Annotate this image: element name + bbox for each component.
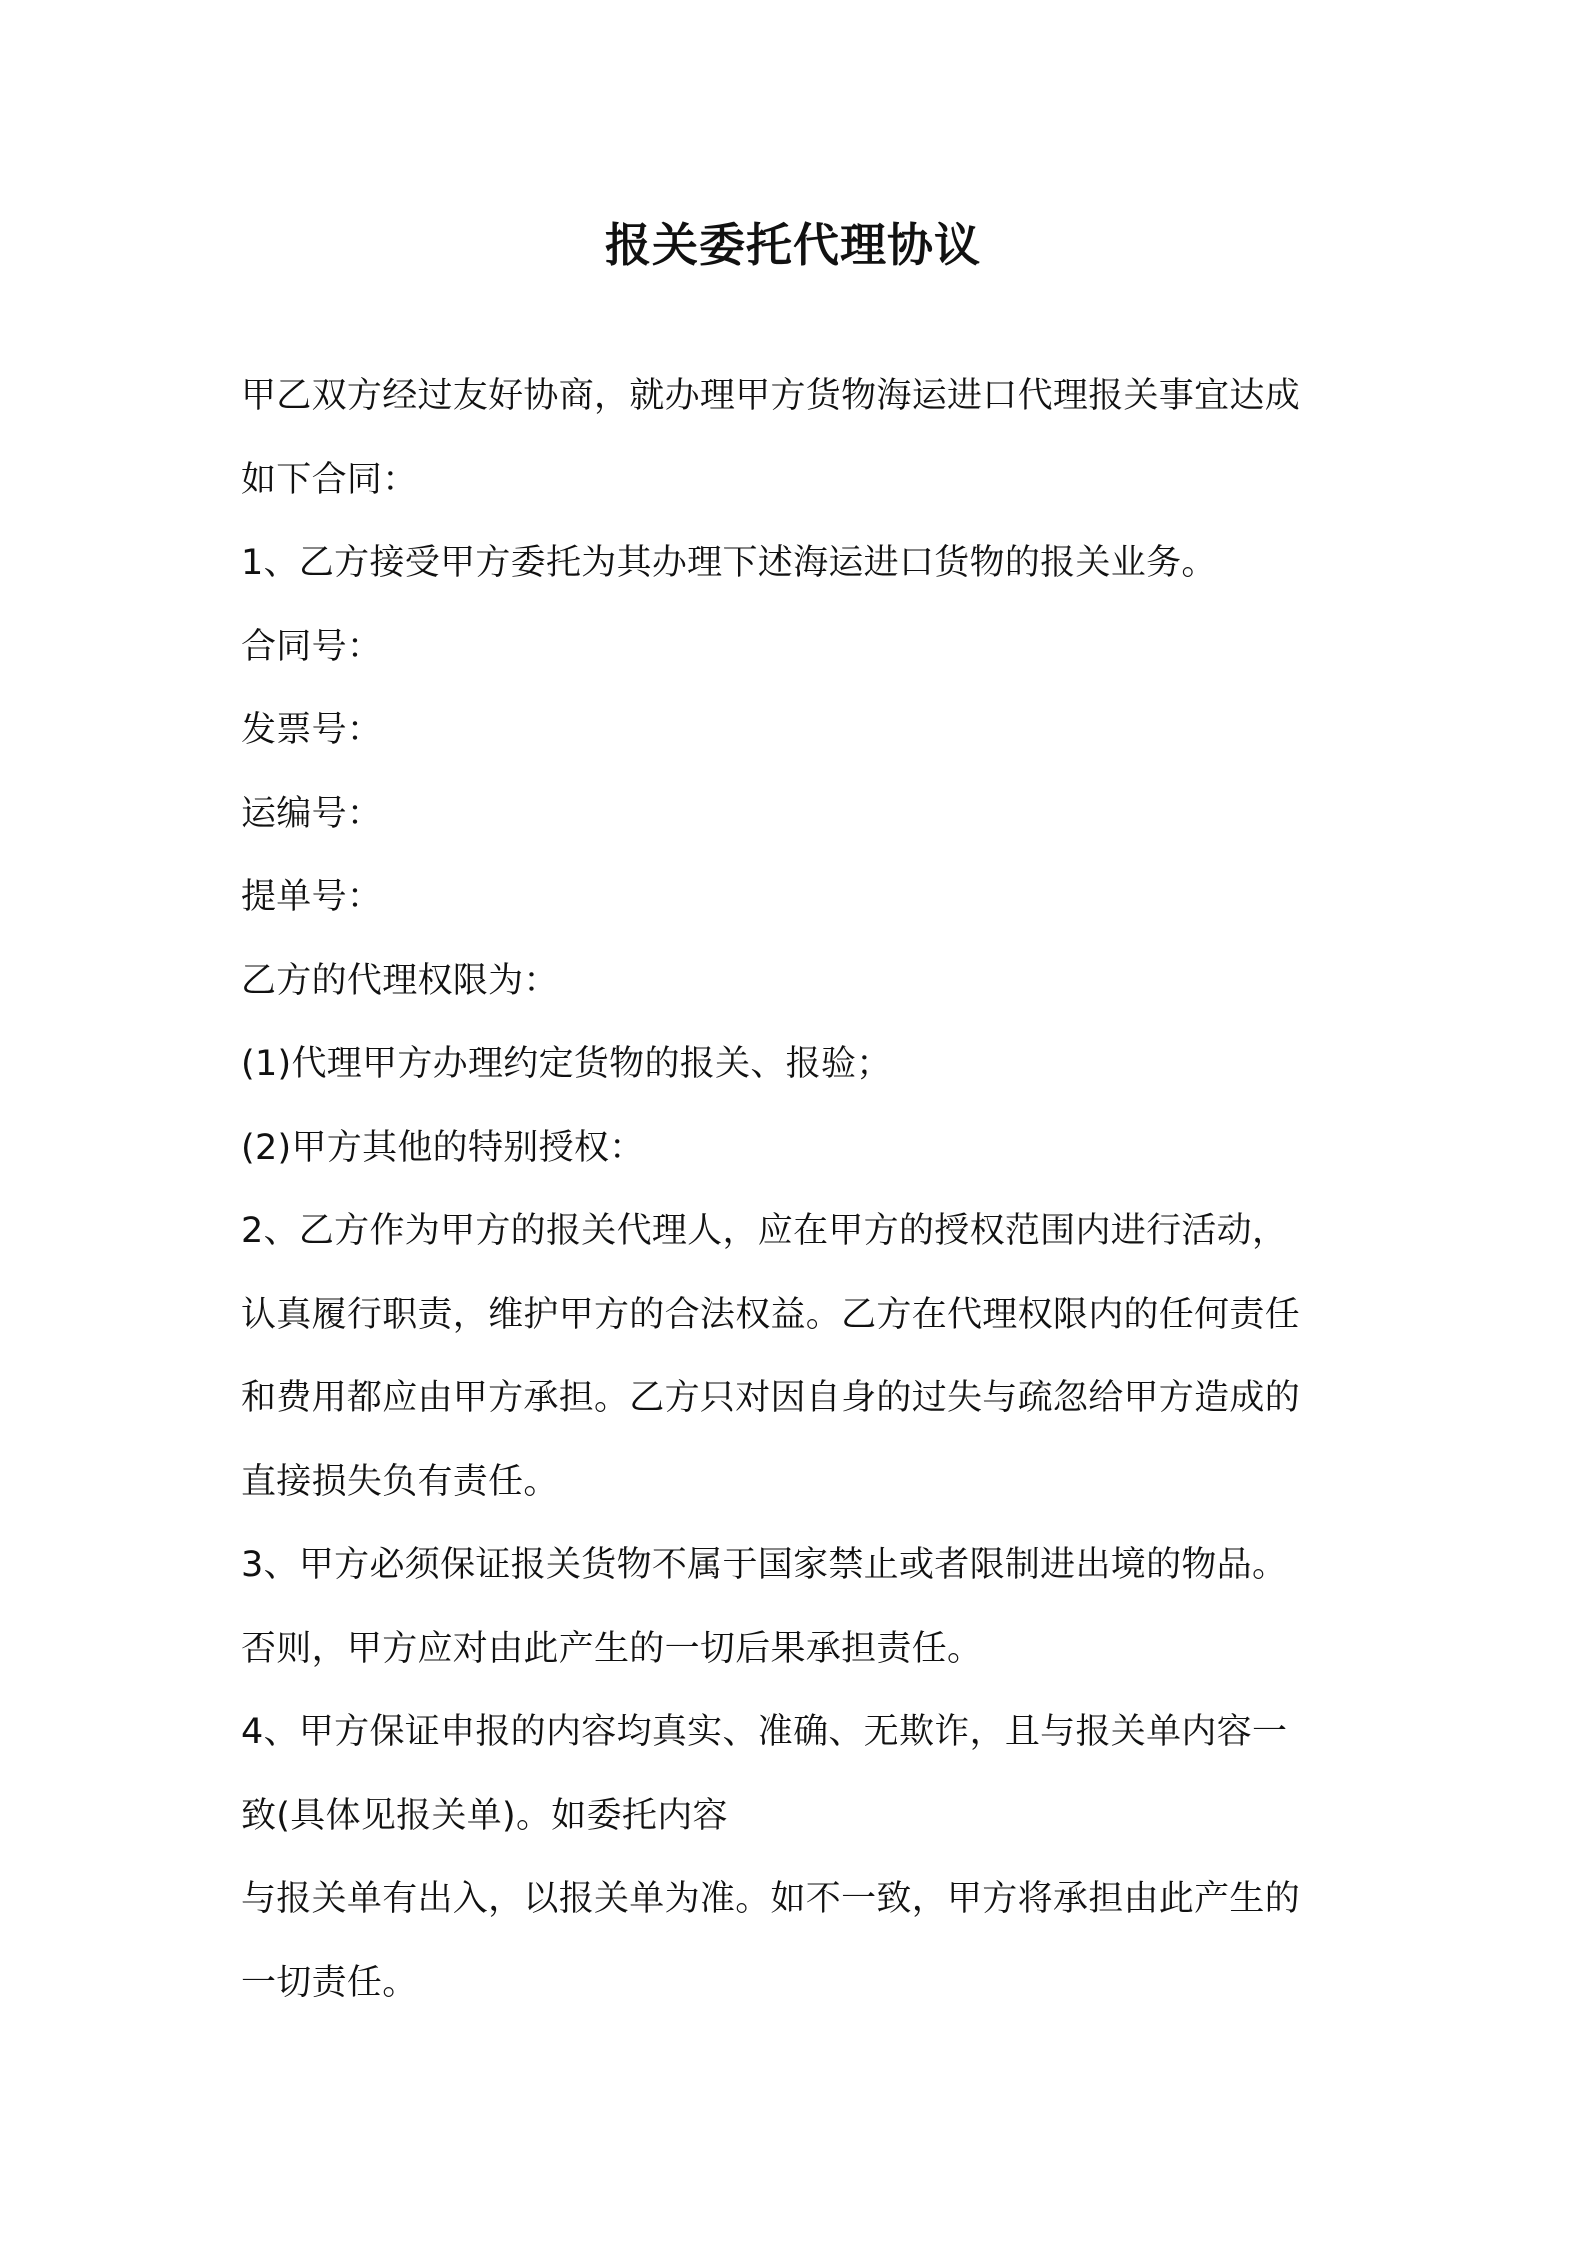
clause-3-line-2: 否则，甲方应对由此产生的一切后果承担责任。	[241, 1628, 983, 1669]
clause-2-line-4: 直接损失负有责任。	[241, 1461, 559, 1502]
clause-3-line-1: 3、甲方必须保证报关货物不属于国家禁止或者限制进出境的物品。	[241, 1545, 1288, 1585]
clause-4-line-4: 一切责任。	[241, 1962, 418, 2003]
intro-line-1: 甲乙双方经过友好协商，就办理甲方货物海运进口代理报关事宜达成	[241, 376, 1301, 416]
contract-number-field: 合同号：	[241, 626, 383, 667]
clause-4-line-3: 与报关单有出入，以报关单为准。如不一致，甲方将承担由此产生的	[241, 1879, 1301, 1919]
document-title: 报关委托代理协议	[605, 218, 981, 272]
agency-scope-heading: 乙方的代理权限为：	[241, 960, 559, 1001]
document-body	[241, 355, 1361, 2025]
agency-scope-item-2: (2)甲方其他的特别授权：	[241, 1127, 645, 1168]
shipping-number-field: 运编号：	[241, 793, 383, 834]
intro-line-2: 如下合同：	[241, 459, 418, 500]
invoice-number-field: 发票号：	[241, 710, 383, 750]
clause-2-line-3: 和费用都应由甲方承担。乙方只对因自身的过失与疏忽给甲方造成的	[241, 1378, 1301, 1418]
clause-1-line: 1、乙方接受甲方委托为其办理下述海运进口货物的报关业务。	[241, 543, 1217, 583]
clause-2-line-2: 认真履行职责，维护甲方的合法权益。乙方在代理权限内的任何责任	[241, 1294, 1301, 1335]
clause-2-line-1: 2、乙方作为甲方的报关代理人，应在甲方的授权范围内进行活动，	[241, 1211, 1288, 1251]
bill-of-lading-field: 提单号：	[241, 877, 383, 917]
agency-scope-item-1: (1)代理甲方办理约定货物的报关、报验；	[241, 1044, 892, 1084]
clause-4-line-2: 致(具体见报关单)。如委托内容	[241, 1795, 728, 1836]
clause-4-line-1: 4、甲方保证申报的内容均真实、准确、无欺诈，且与报关单内容一	[241, 1712, 1288, 1752]
